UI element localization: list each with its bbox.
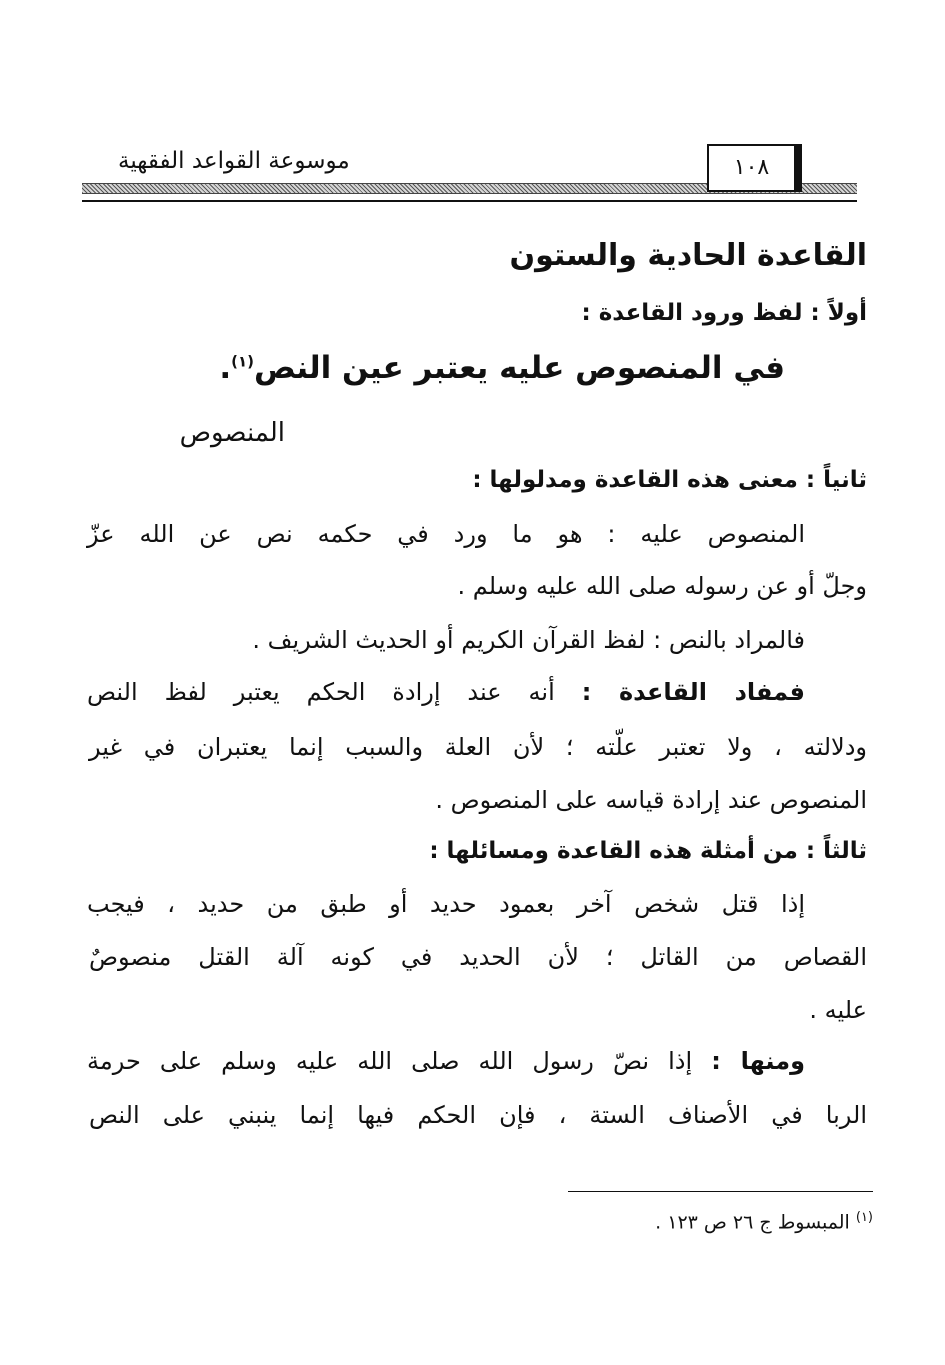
section-3-title: ثالثاً : من أمثلة هذه القاعدة ومسائلها :: [429, 838, 867, 864]
section-2-title: ثانياً : معنى هذه القاعدة ومدلولها :: [472, 467, 867, 493]
running-title: موسوعة القواعد الفقهية: [112, 148, 356, 174]
footnote-text: المبسوط ج ٢٦ ص ١٢٣ .: [655, 1211, 850, 1234]
p5-line-1-text: إذا نصّ رسول الله صلى الله عليه وسلم على حرمة: [87, 1047, 693, 1075]
page-number: ١٠٨: [733, 155, 770, 180]
standalone-word: المنصوص: [179, 418, 285, 448]
footnote-marker[interactable]: (١): [231, 352, 255, 371]
p3-line-2: ودلالته ، ولا تعتبر علّته ؛ لأن العلة والسبب إنما يعتبران في غير: [89, 733, 867, 761]
p4-line-1: إذا قتل شخص آخر بعمود حديد أو طبق من حديد ، فيجب: [87, 890, 805, 918]
rule-end: .: [219, 350, 232, 386]
rule-heading: القاعدة الحادية والستون: [509, 238, 867, 273]
footnote-number: (١): [855, 1210, 873, 1225]
footnote-separator: [568, 1191, 873, 1192]
p3-line-1: [87, 678, 805, 706]
p4-line-2: القصاص من القاتل ؛ لأن الحديد في كونه آلة القتل منصوصٌ: [89, 943, 867, 971]
p5-line-2: الربا في الأصناف الستة ، فإن الحكم فيها إنما ينبني على النص: [89, 1101, 867, 1129]
header-rule: [82, 200, 857, 202]
rule-statement: [219, 350, 785, 386]
p3-line-1-text: أنه عند إرادة الحكم يعتبر لفظ النص: [87, 678, 555, 706]
section-1-title: أولاً : لفظ ورود القاعدة :: [581, 300, 867, 326]
p2-line: فالمراد بالنص : لفظ القرآن الكريم أو الحديث الشريف .: [252, 626, 805, 654]
p5-line-1: [87, 1047, 805, 1075]
rule-text: في المنصوص عليه يعتبر عين النص: [254, 350, 785, 386]
p3-lead: فمفاد القاعدة :: [581, 678, 805, 706]
p5-lead: ومنها :: [711, 1047, 805, 1075]
page-header: [82, 140, 857, 210]
footnote: [655, 1210, 873, 1233]
page-number-box: [707, 144, 796, 192]
p1-line-1: المنصوص عليه : هو ما ورد في حكمه نص عن الله عزّ: [87, 520, 805, 548]
p4-line-3: عليه .: [809, 996, 867, 1024]
p3-line-3: المنصوص عند إرادة قياسه على المنصوص .: [435, 786, 867, 814]
p1-line-2: وجلّ أو عن رسوله صلى الله عليه وسلم .: [457, 572, 867, 600]
